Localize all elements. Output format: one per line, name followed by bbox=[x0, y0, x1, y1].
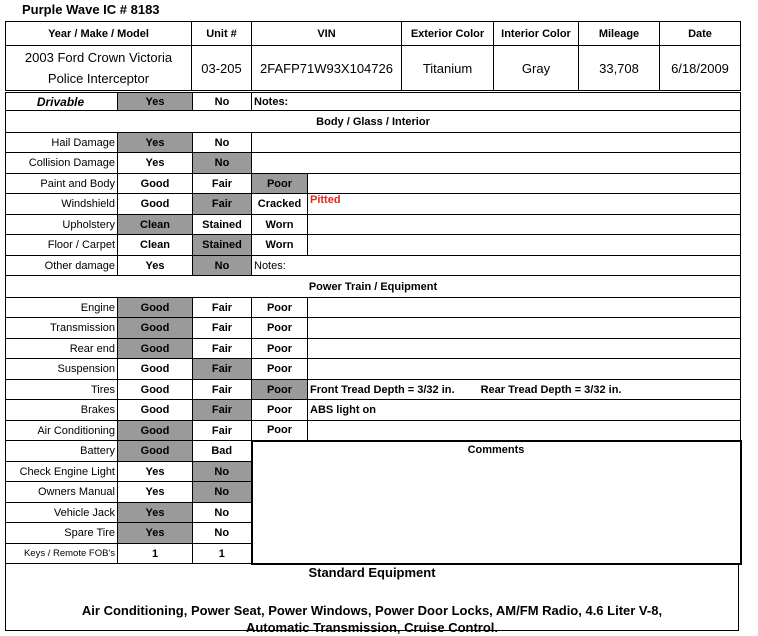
floor-stained: Stained bbox=[193, 235, 252, 256]
vehicle-jack-yes: Yes bbox=[118, 503, 193, 523]
floor-notes bbox=[308, 235, 741, 256]
keys-count: 1 bbox=[118, 544, 193, 564]
hail-label: Hail Damage bbox=[6, 133, 118, 153]
paint-good: Good bbox=[118, 174, 193, 194]
rear-end-fair: Fair bbox=[193, 339, 252, 359]
col-exterior-color: Exterior Color bbox=[402, 22, 494, 46]
windshield-row bbox=[6, 194, 741, 215]
check-engine-no: No bbox=[193, 462, 252, 482]
suspension-notes bbox=[308, 359, 741, 380]
suspension-good: Good bbox=[118, 359, 193, 380]
standard-equipment-box bbox=[5, 564, 739, 635]
form-title: Purple Wave IC # 8183 bbox=[22, 2, 160, 17]
spare-tire-label: Spare Tire bbox=[6, 523, 118, 544]
rear-tread-depth: Rear Tread Depth = 3/32 in. bbox=[480, 383, 622, 396]
battery-bad: Bad bbox=[193, 441, 252, 462]
rear-end-label: Rear end bbox=[6, 339, 118, 359]
equipment-line-2: Automatic Transmission, Cruise Control. bbox=[245, 620, 499, 635]
floor-row bbox=[6, 235, 741, 256]
power-section-title: Power Train / Equipment bbox=[6, 276, 741, 298]
other-damage-notes: Notes: bbox=[252, 256, 741, 276]
transmission-fair: Fair bbox=[193, 318, 252, 339]
tires-label: Tires bbox=[6, 380, 118, 400]
transmission-good: Good bbox=[118, 318, 193, 339]
vehicle-jack-label: Vehicle Jack bbox=[6, 503, 118, 523]
collision-yes: Yes bbox=[118, 153, 193, 174]
collision-no: No bbox=[193, 153, 252, 174]
vin-value: 2FAFP71W93X104726 bbox=[252, 46, 402, 91]
vehicle-jack-no: No bbox=[193, 503, 252, 523]
unit-value: 03-205 bbox=[192, 46, 252, 91]
owners-manual-label: Owners Manual bbox=[6, 482, 118, 503]
hail-notes bbox=[252, 133, 741, 153]
drivable-no: No bbox=[193, 93, 252, 111]
ac-label: Air Conditioning bbox=[6, 421, 118, 441]
other-damage-no: No bbox=[193, 256, 252, 276]
collision-notes bbox=[252, 153, 741, 174]
date-value: 6/18/2009 bbox=[660, 46, 741, 91]
windshield-cracked: Cracked bbox=[252, 194, 308, 215]
ac-row bbox=[6, 421, 741, 441]
mileage-value: 33,708 bbox=[579, 46, 660, 91]
floor-worn: Worn bbox=[252, 235, 308, 256]
floor-label: Floor / Carpet bbox=[6, 235, 118, 256]
drivable-notes: Notes: bbox=[252, 93, 741, 111]
collision-label: Collision Damage bbox=[6, 153, 118, 174]
windshield-note: Pitted bbox=[308, 194, 741, 215]
transmission-poor: Poor bbox=[252, 318, 308, 339]
drivable-row bbox=[6, 93, 741, 111]
suspension-label: Suspension bbox=[6, 359, 118, 380]
transmission-label: Transmission bbox=[6, 318, 118, 339]
transmission-notes bbox=[308, 318, 741, 339]
engine-fair: Fair bbox=[193, 298, 252, 318]
paint-label: Paint and Body bbox=[6, 174, 118, 194]
other-damage-yes: Yes bbox=[118, 256, 193, 276]
rear-end-poor: Poor bbox=[252, 339, 308, 359]
paint-row bbox=[6, 174, 741, 194]
ac-good: Good bbox=[118, 421, 193, 441]
ac-poor: Poor bbox=[252, 421, 308, 441]
spare-tire-no: No bbox=[193, 523, 252, 544]
col-mileage: Mileage bbox=[579, 22, 660, 46]
brakes-good: Good bbox=[118, 400, 193, 421]
upholstery-worn: Worn bbox=[252, 215, 308, 235]
remote-fob-count: 1 bbox=[193, 544, 252, 564]
model-cell bbox=[6, 46, 192, 91]
suspension-poor: Poor bbox=[252, 359, 308, 380]
windshield-good: Good bbox=[118, 194, 193, 215]
col-unit: Unit # bbox=[192, 22, 252, 46]
suspension-fair: Fair bbox=[193, 359, 252, 380]
col-year-make-model: Year / Make / Model bbox=[6, 22, 192, 46]
exterior-color-value: Titanium bbox=[402, 46, 494, 91]
upholstery-row bbox=[6, 215, 741, 235]
interior-color-value: Gray bbox=[494, 46, 579, 91]
hail-yes: Yes bbox=[118, 133, 193, 153]
tires-notes bbox=[308, 380, 741, 400]
paint-notes bbox=[308, 174, 741, 194]
battery-row bbox=[6, 441, 741, 462]
standard-equipment-list bbox=[6, 602, 738, 636]
model-line-1: 2003 Ford Crown Victoria bbox=[24, 50, 173, 65]
tires-row bbox=[6, 380, 741, 400]
col-vin: VIN bbox=[252, 22, 402, 46]
floor-clean: Clean bbox=[118, 235, 193, 256]
model-line-2: Police Interceptor bbox=[47, 71, 150, 86]
brakes-poor: Poor bbox=[252, 400, 308, 421]
col-date: Date bbox=[660, 22, 741, 46]
engine-row bbox=[6, 298, 741, 318]
engine-good: Good bbox=[118, 298, 193, 318]
spare-tire-yes: Yes bbox=[118, 523, 193, 544]
comments-box bbox=[252, 441, 741, 564]
owners-manual-yes: Yes bbox=[118, 482, 193, 503]
check-engine-yes: Yes bbox=[118, 462, 193, 482]
suspension-row bbox=[6, 359, 741, 380]
brakes-label: Brakes bbox=[6, 400, 118, 421]
transmission-row bbox=[6, 318, 741, 339]
vehicle-header-table bbox=[5, 21, 741, 91]
brakes-note: ABS light on bbox=[308, 400, 741, 421]
ac-notes bbox=[308, 421, 741, 441]
drivable-label: Drivable bbox=[6, 93, 118, 111]
equipment-line-1: Air Conditioning, Power Seat, Power Windows, Power Door Locks, AM/FM Radio, 4.6 Liter V-8, bbox=[81, 603, 663, 618]
collision-row bbox=[6, 153, 741, 174]
engine-poor: Poor bbox=[252, 298, 308, 318]
battery-label: Battery bbox=[6, 441, 118, 462]
tires-good: Good bbox=[118, 380, 193, 400]
upholstery-label: Upholstery bbox=[6, 215, 118, 235]
tires-fair: Fair bbox=[193, 380, 252, 400]
engine-notes bbox=[308, 298, 741, 318]
hail-row bbox=[6, 133, 741, 153]
condition-table bbox=[5, 92, 742, 565]
brakes-fair: Fair bbox=[193, 400, 252, 421]
battery-good: Good bbox=[118, 441, 193, 462]
ac-fair: Fair bbox=[193, 421, 252, 441]
engine-label: Engine bbox=[6, 298, 118, 318]
other-damage-label: Other damage bbox=[6, 256, 118, 276]
owners-manual-no: No bbox=[193, 482, 252, 503]
drivable-yes: Yes bbox=[118, 93, 193, 111]
rear-end-notes bbox=[308, 339, 741, 359]
tires-poor: Poor bbox=[252, 380, 308, 400]
other-damage-row bbox=[6, 256, 741, 276]
windshield-label: Windshield bbox=[6, 194, 118, 215]
rear-end-row bbox=[6, 339, 741, 359]
rear-end-good: Good bbox=[118, 339, 193, 359]
brakes-row bbox=[6, 400, 741, 421]
upholstery-notes bbox=[308, 215, 741, 235]
upholstery-clean: Clean bbox=[118, 215, 193, 235]
paint-fair: Fair bbox=[193, 174, 252, 194]
front-tread-depth: Front Tread Depth = 3/32 in. bbox=[310, 383, 455, 396]
comments-label: Comments bbox=[467, 443, 525, 456]
body-section-title: Body / Glass / Interior bbox=[6, 111, 741, 133]
upholstery-stained: Stained bbox=[193, 215, 252, 235]
windshield-fair: Fair bbox=[193, 194, 252, 215]
col-interior-color: Interior Color bbox=[494, 22, 579, 46]
keys-label: Keys / Remote FOB's bbox=[6, 544, 118, 564]
check-engine-label: Check Engine Light bbox=[6, 462, 118, 482]
paint-poor: Poor bbox=[252, 174, 308, 194]
standard-equipment-title: Standard Equipment bbox=[308, 565, 436, 580]
hail-no: No bbox=[193, 133, 252, 153]
